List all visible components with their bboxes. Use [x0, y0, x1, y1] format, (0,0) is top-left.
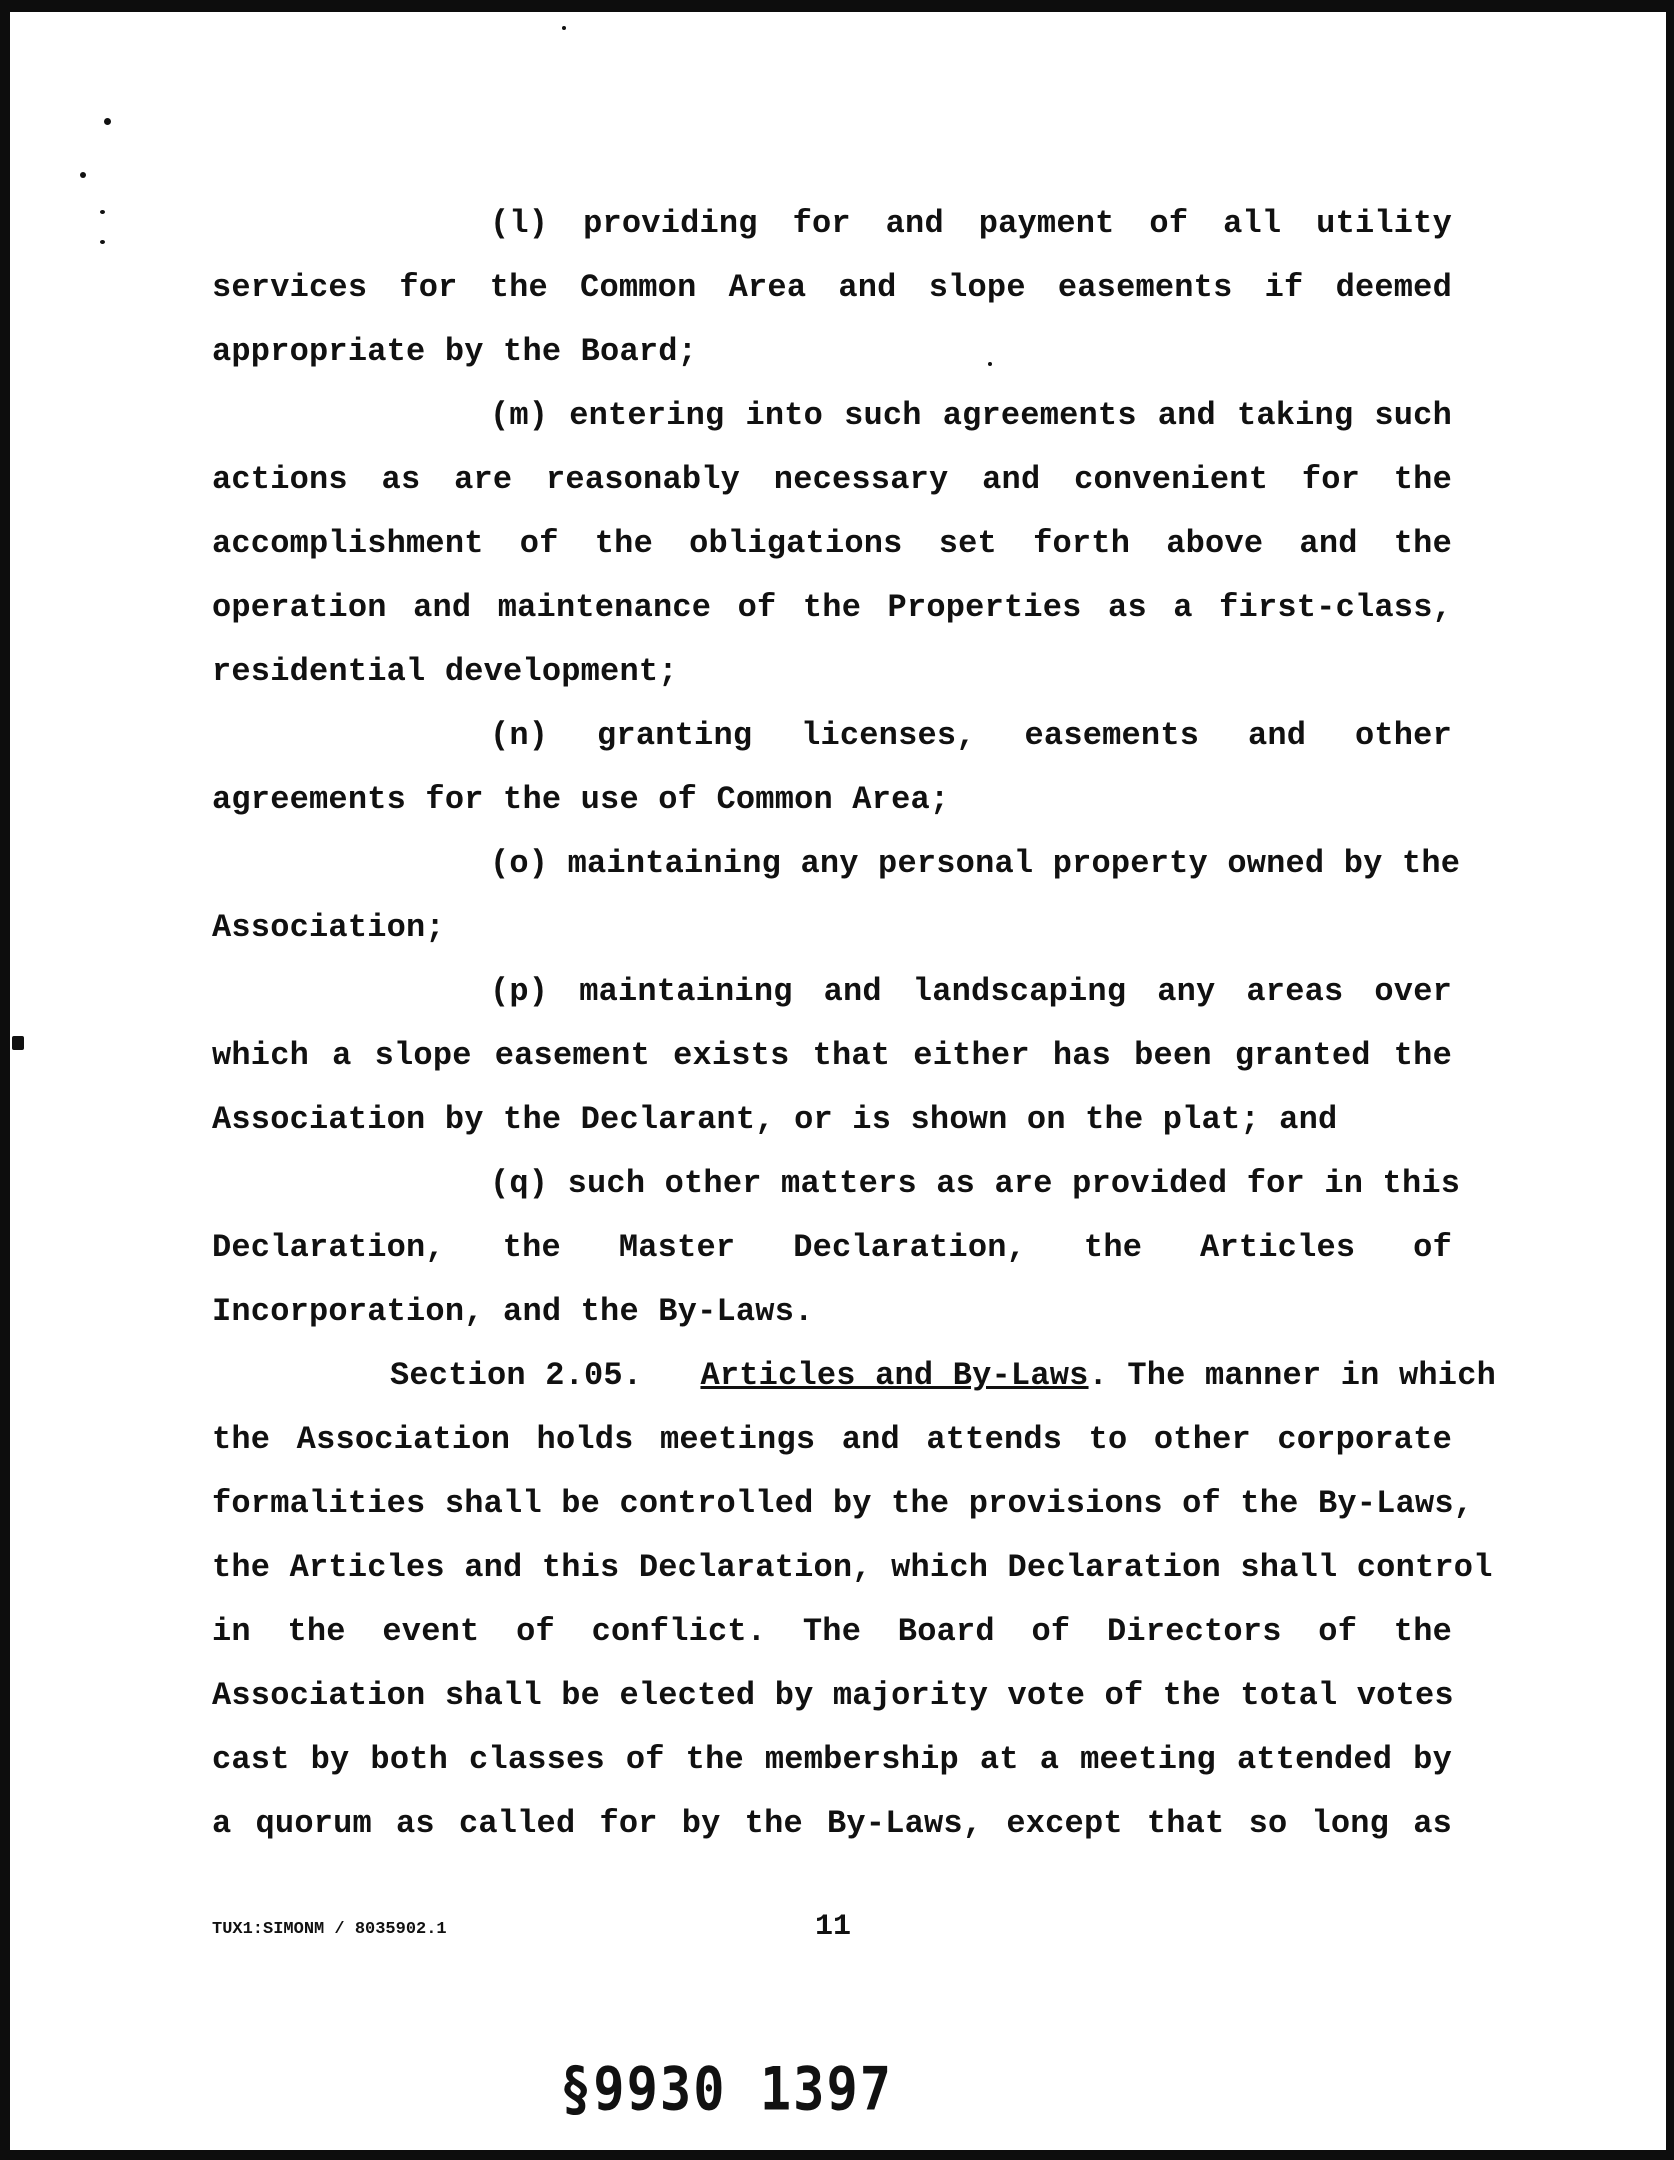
text-line: (p) maintaining and landscaping any areas over — [490, 973, 1452, 1010]
scan-speck — [80, 172, 86, 178]
text-line: operation and maintenance of the Properties as a first-class, — [212, 589, 1452, 626]
text-line: (m) entering into such agreements and taking such — [490, 397, 1452, 434]
text-line: formalities shall be controlled by the provisions of the By-Laws, — [212, 1485, 1474, 1522]
scan-speck — [104, 118, 111, 125]
text-line: the Articles and this Declaration, which Declaration shall control — [212, 1549, 1493, 1586]
text-line: residential development; — [212, 653, 678, 690]
text-line: actions as are reasonably necessary and convenient for the — [212, 461, 1452, 498]
text-line: Association by the Declarant, or is shown on the plat; and — [212, 1101, 1338, 1138]
scan-speck — [12, 1036, 24, 1050]
document-reference-code: TUX1:SIMONM / 8035902.1 — [212, 1920, 447, 1939]
text-line: a quorum as called for by the By-Laws, except that so long as — [212, 1805, 1452, 1842]
text-line: agreements for the use of Common Area; — [212, 781, 950, 818]
section-number: Section 2.05. — [390, 1357, 643, 1394]
page-number: 11 — [815, 1910, 852, 1944]
recording-stamp-number: §9930 1397 — [560, 2055, 894, 2125]
text-line: accomplishment of the obligations set forth above and the — [212, 525, 1452, 562]
text-line: services for the Common Area and slope easements if deemed — [212, 269, 1452, 306]
text-line: Association; — [212, 909, 445, 946]
text-line: which a slope easement exists that either has been granted the — [212, 1037, 1452, 1074]
text-line: in the event of conflict. The Board of Directors of the — [212, 1613, 1452, 1650]
scan-speck — [100, 210, 105, 214]
section-title: Articles and By-Laws — [700, 1357, 1089, 1394]
text-line: Incorporation, and the By-Laws. — [212, 1293, 814, 1330]
scan-speck — [562, 26, 566, 30]
section-heading-line — [390, 1354, 1496, 1398]
text-line: Association shall be elected by majority vote of the total votes — [212, 1677, 1454, 1714]
scan-speck — [100, 240, 105, 244]
text-line: (l) providing for and payment of all utility — [490, 205, 1452, 242]
text-line: (n) granting licenses, easements and other — [490, 717, 1452, 754]
text-line: Declaration, the Master Declaration, the Articles of — [212, 1229, 1452, 1266]
text-line: (q) such other matters as are provided for in this — [490, 1165, 1461, 1202]
text-line: appropriate by the Board; — [212, 333, 698, 370]
section-text: . The manner in which — [1088, 1357, 1496, 1394]
text-line: (o) maintaining any personal property owned by the — [490, 845, 1461, 882]
text-line: the Association holds meetings and attends to other corporate — [212, 1421, 1452, 1458]
text-line: cast by both classes of the membership at a meeting attended by — [212, 1741, 1452, 1778]
